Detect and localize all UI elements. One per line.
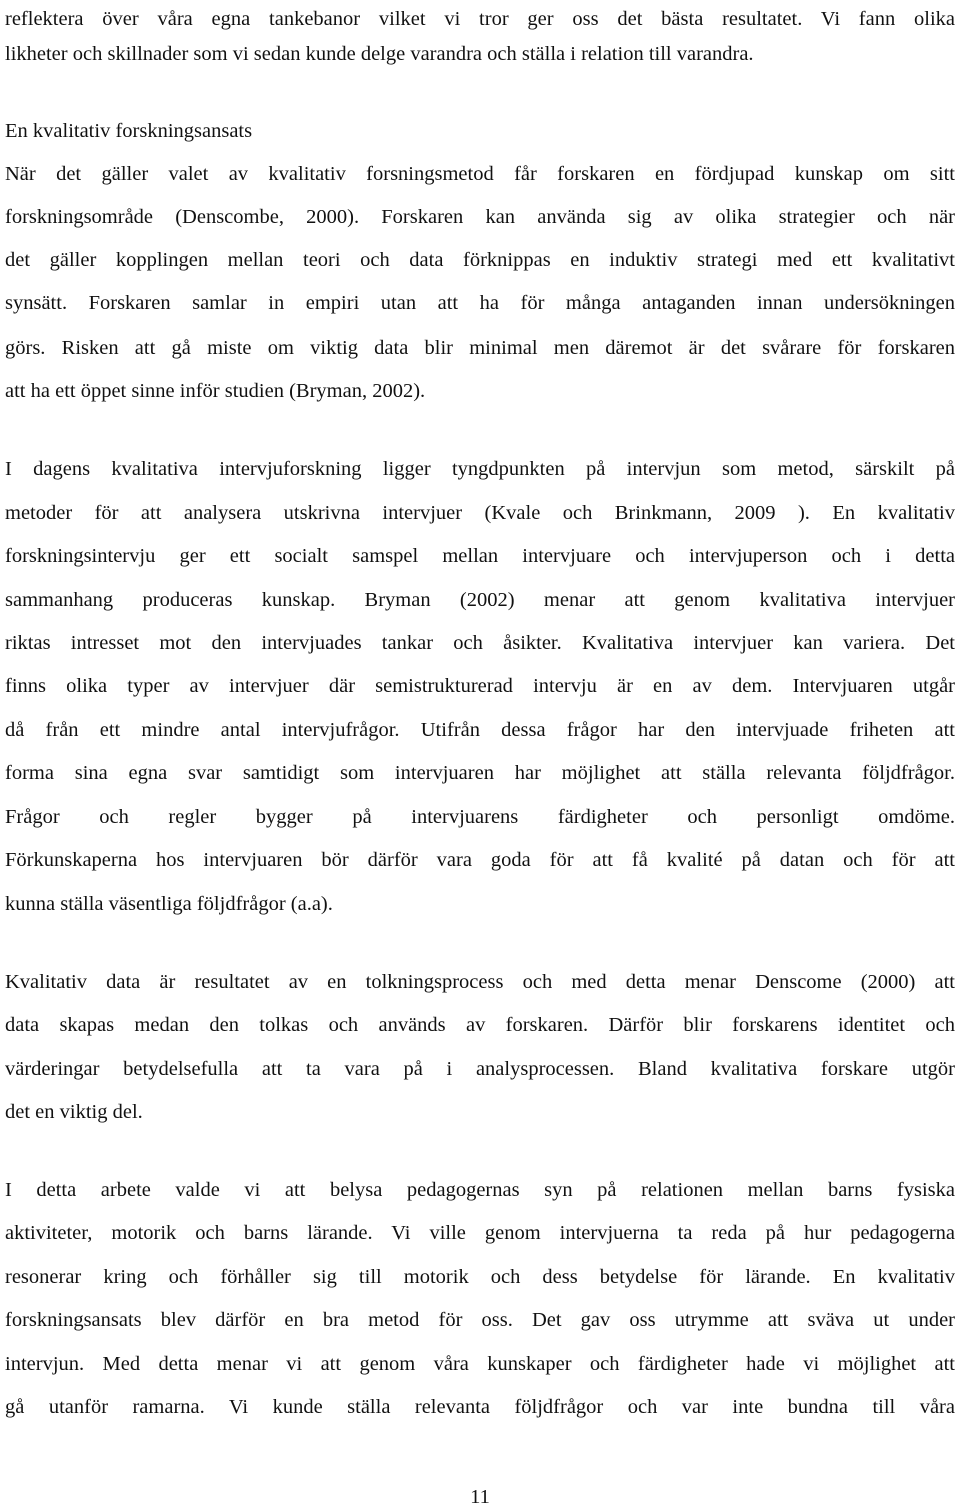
paragraph-line: forskningsansats blev därför en bra metod för oss. Det gav oss utrymme att sväva ut under (5, 1309, 955, 1331)
paragraph-line: värderingar betydelsefulla att ta vara på i analysprocessen. Bland kvalitativa forskare utgör (5, 1058, 955, 1080)
paragraph-line: intervjun. Med detta menar vi att genom våra kunskaper och färdigheter hade vi möjlighet att (5, 1353, 955, 1375)
paragraph-line: att ha ett öppet sinne inför studien (Bryman, 2002). (5, 380, 426, 402)
paragraph-line: När det gäller valet av kvalitativ forsningsmetod får forskaren en fördjupad kunskap om sitt (5, 163, 955, 185)
paragraph-line: synsätt. Forskaren samlar in empiri utan att ha för många antaganden innan undersökningen (5, 292, 955, 314)
continuation-line: likheter och skillnader som vi sedan kunde delge varandra och ställa i relation till varandra. (5, 43, 754, 65)
paragraph-line: då från ett mindre antal intervjufrågor. Utifrån dessa frågor har den intervjuade friheten att (5, 719, 955, 741)
paragraph-line: aktiviteter, motorik och barns lärande. Vi ville genom intervjuerna ta reda på hur pedagogerna (5, 1222, 955, 1244)
section-heading: En kvalitativ forskningsansats (5, 120, 253, 142)
paragraph-line: forskningsområde (Denscombe, 2000). Forskaren kan använda sig av olika strategier och när (5, 206, 955, 228)
paragraph-line: finns olika typer av intervjuer där semistrukturerad intervju är en av dem. Intervjuaren utgår (5, 675, 955, 697)
continuation-line: reflektera över våra egna tankebanor vilket vi tror ger oss det bästa resultatet. Vi fann olika (5, 8, 955, 30)
paragraph-line: forma sina egna svar samtidigt som intervjuaren har möjlighet att ställa relevanta följdfrågor. (5, 762, 955, 784)
paragraph-line: data skapas medan den tolkas och används av forskaren. Därför blir forskarens identitet och (5, 1014, 955, 1036)
paragraph-line: riktas intresset mot den intervjuades tankar och åsikter. Kvalitativa intervjuer kan variera. Det (5, 632, 955, 654)
paragraph-line: görs. Risken att gå miste om viktig data blir minimal men däremot är det svårare för forskaren (5, 337, 955, 359)
paragraph-line: Förkunskaperna hos intervjuaren bör därför vara goda för att få kvalité på datan och för att (5, 849, 955, 871)
paragraph-line: Kvalitativ data är resultatet av en tolkningsprocess och med detta menar Denscome (2000) att (5, 971, 955, 993)
paragraph-line: I dagens kvalitativa intervjuforskning ligger tyngdpunkten på intervjun som metod, särskilt på (5, 458, 955, 480)
paragraph-line: resonerar kring och förhåller sig till motorik och dess betydelse för lärande. En kvalitativ (5, 1266, 955, 1288)
paragraph-line: Frågor och regler bygger på intervjuarens färdigheter och personligt omdöme. (5, 806, 955, 828)
paragraph-line: kunna ställa väsentliga följdfrågor (a.a). (5, 893, 333, 915)
paragraph-line: sammanhang produceras kunskap. Bryman (2002) menar att genom kvalitativa intervjuer (5, 589, 955, 611)
paragraph-line: metoder för att analysera utskrivna intervjuer (Kvale och Brinkmann, 2009 ). En kvalitativ (5, 502, 955, 524)
paragraph-line: gå utanför ramarna. Vi kunde ställa relevanta följdfrågor och var inte bundna till våra (5, 1396, 955, 1418)
page-number: 11 (470, 1486, 490, 1508)
paragraph-line: I detta arbete valde vi att belysa pedagogernas syn på relationen mellan barns fysiska (5, 1179, 955, 1201)
paragraph-line: forskningsintervju ger ett socialt samspel mellan intervjuare och intervjuperson och i detta (5, 545, 955, 567)
paragraph-line: det en viktig del. (5, 1101, 143, 1123)
paragraph-line: det gäller kopplingen mellan teori och data förknippas en induktiv strategi med ett kvalitativt (5, 249, 955, 271)
